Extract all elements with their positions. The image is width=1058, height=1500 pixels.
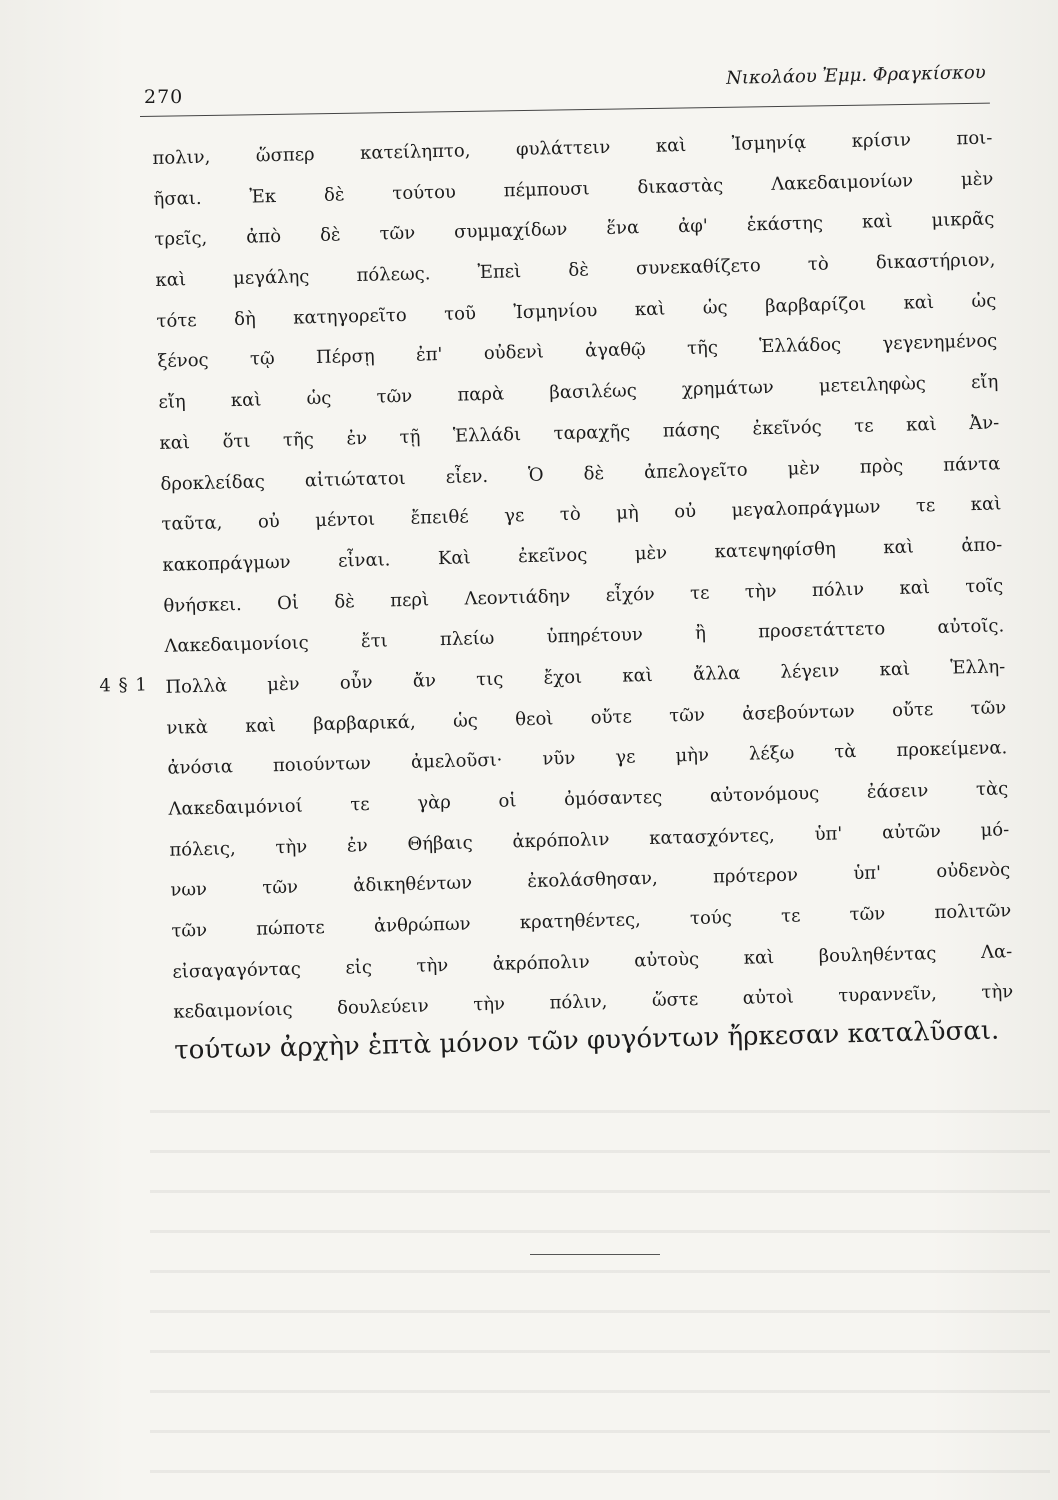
line-text: εἴη καὶ ὡς τῶν παρὰ βασιλέως χρημάτων μετειληφὼς εἴη — [158, 371, 999, 414]
line-text: καὶ ὅτι τῆς ἐν τῇ Ἑλλάδι ταραχῆς πάσης ἐκεῖνός τε καὶ Ἀν- — [159, 412, 1000, 454]
line-text: ῆσαι. Ἐκ δὲ τούτου πέμπουσι δικαστὰς Λακεδαιμονίων μὲν — [153, 168, 994, 210]
page-header — [140, 62, 990, 122]
line-text: Πολλὰ μὲν οὖν ἄν τις ἔχοι καὶ ἄλλα λέγειν καὶ Ἑλλη- — [165, 656, 1006, 698]
line-text: ταῦτα, οὐ μέντοι ἔπειθέ γε τὸ μὴ οὐ μεγαλοπράγμων τε καὶ — [161, 493, 1002, 536]
line-text: ξένος τῷ Πέρσῃ ἐπ' οὐδενὶ ἀγαθῷ τῆς Ἑλλάδος γεγενημένος — [157, 330, 998, 373]
body-text — [99, 115, 1015, 1071]
line-text: ἀνόσια ποιούντων ἀμελοῦσι· νῦν γε μὴν λέξω τὰ προκείμενα. — [167, 737, 1008, 780]
line-text: πόλεις, τὴν ἐν Θήβαις ἀκρόπολιν κατασχόντες, ὑπ' αὐτῶν μό- — [169, 818, 1010, 861]
line-text: τότε δὴ κατηγορεῖτο τοῦ Ἰσμηνίου καὶ ὡς βαρβαρίζοι καὶ ὡς — [156, 290, 997, 332]
line-text: καὶ μεγάλης πόλεως. Ἐπεὶ δὲ συνεκαθίζετο τὸ δικαστήριον, — [155, 249, 996, 292]
line-text: εἰσαγαγόντας εἰς τὴν ἀκρόπολιν αὐτοὺς καὶ βουληθέντας Λα- — [172, 940, 1013, 983]
line-text: κακοπράγμων εἶναι. Καὶ ἐκεῖνος μὲν κατεψηφίσθη καὶ ἀπο- — [162, 534, 1003, 576]
footer-rule — [530, 1254, 660, 1255]
line-text: δροκλείδας αἰτιώτατοι εἶεν. Ὁ δὲ ἀπελογεῖτο μὲν πρὸς πάντα — [160, 452, 1001, 495]
section-marker: 4 § 1 — [99, 674, 149, 697]
line-text: Λακεδαιμόνιοί τε γὰρ οἱ ὀμόσαντες αὐτονόμους ἐάσειν τὰς — [168, 778, 1009, 820]
line-text: τούτων ἀρχὴν ἑπτὰ μόνον τῶν φυγόντων ἤρκεσαν καταλῦσαι. — [173, 1015, 1000, 1066]
line-text: νικὰ καὶ βαρβαρικά, ὡς θεοὶ οὔτε τῶν ἀσεβούντων οὔτε τῶν — [166, 696, 1007, 739]
header-rule — [140, 103, 990, 117]
line-text: τῶν πώποτε ἀνθρώπων κρατηθέντες, τούς τε τῶν πολιτῶν — [171, 900, 1012, 942]
line-text: νων τῶν ἀδικηθέντων ἐκολάσθησαν, πρότερον ὑπ' οὐδενὸς — [170, 859, 1011, 902]
line-text: Λακεδαιμονίοις ἔτι πλείω ὑπηρέτουν ἢ προσετάττετο αὐτοῖς. — [164, 615, 1005, 658]
line-text: θνήσκει. Οἱ δὲ περὶ Λεοντιάδην εἶχόν τε τὴν πόλιν καὶ τοῖς — [163, 574, 1004, 617]
page-number: 270 — [144, 86, 184, 108]
line-text: πολιν, ὥσπερ κατείληπτο, φυλάττειν καὶ Ἰσμηνίᾳ κρίσιν ποι- — [152, 127, 993, 169]
show-through-texture — [150, 1110, 1050, 1490]
running-head: Νικολάου Ἐμμ. Φραγκίσκου — [726, 62, 987, 89]
line-text: τρεῖς, ἀπὸ δὲ τῶν συμμαχίδων ἕνα ἀφ' ἑκάστης καὶ μικρᾶς — [154, 208, 995, 251]
line-text: κεδαιμονίοις δουλεύειν τὴν πόλιν, ὥστε αὐτοὶ τυραννεῖν, τὴν — [173, 981, 1014, 1024]
